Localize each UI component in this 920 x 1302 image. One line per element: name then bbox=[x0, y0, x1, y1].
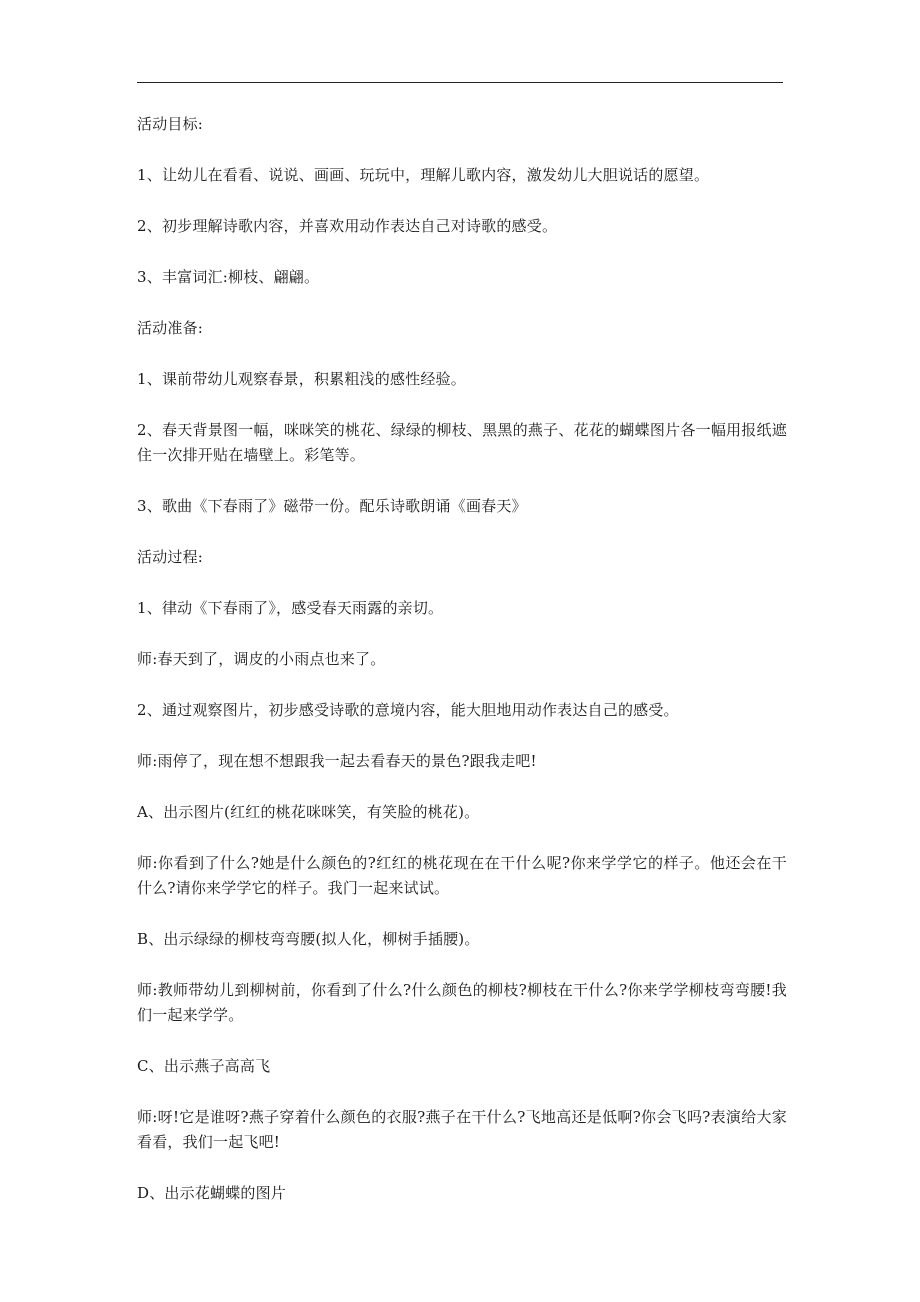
section-heading-process: 活动过程: bbox=[137, 548, 204, 566]
process-substep-c: C、出示燕子高高飞 bbox=[137, 1057, 271, 1075]
teacher-line: 师:呀!它是谁呀?燕子穿着什么颜色的衣服?燕子在干什么?飞地高还是低啊?你会飞吗?表演给大家看看，我们一起飞吧! bbox=[137, 1108, 787, 1151]
teacher-line: 师:教师带幼儿到柳树前，你看到了什么?什么颜色的柳枝?柳枝在干什么?你来学学柳枝弯弯腰!我们一起来学学。 bbox=[137, 981, 787, 1024]
goal-item-1: 1、让幼儿在看看、说说、画画、玩玩中，理解儿歌内容，激发幼儿大胆说话的愿望。 bbox=[137, 166, 710, 184]
process-substep-a: A、出示图片(红红的桃花咪咪笑，有笑脸的桃花)。 bbox=[137, 803, 480, 821]
preparation-item-3: 3、歌曲《下春雨了》磁带一份。配乐诗歌朗诵《画春天》 bbox=[137, 497, 527, 515]
header-rule bbox=[137, 82, 783, 83]
process-substep-b: B、出示绿绿的柳枝弯弯腰(拟人化，柳树手插腰)。 bbox=[137, 930, 480, 948]
preparation-item-1: 1、课前带幼儿观察春景，积累粗浅的感性经验。 bbox=[137, 370, 466, 388]
goal-item-2: 2、初步理解诗歌内容，并喜欢用动作表达自己对诗歌的感受。 bbox=[137, 217, 558, 235]
process-substep-d: D、出示花蝴蝶的图片 bbox=[137, 1184, 287, 1202]
section-heading-goals: 活动目标: bbox=[137, 115, 204, 133]
document-body bbox=[137, 112, 787, 1232]
goal-item-3: 3、丰富词汇:柳枝、翩翩。 bbox=[137, 268, 320, 286]
teacher-line: 师:雨停了，现在想不想跟我一起去看春天的景色?跟我走吧! bbox=[137, 752, 537, 770]
process-step-1: 1、律动《下春雨了》，感受春天雨露的亲切。 bbox=[137, 599, 444, 617]
section-heading-preparation: 活动准备: bbox=[137, 319, 204, 337]
preparation-item-2: 2、春天背景图一幅，咪咪笑的桃花、绿绿的柳枝、黑黑的燕子、花花的蝴蝶图片各一幅用报纸遮住一次排开贴在墙壁上。彩笔等。 bbox=[137, 421, 787, 464]
process-step-2: 2、通过观察图片，初步感受诗歌的意境内容，能大胆地用动作表达自己的感受。 bbox=[137, 701, 679, 719]
teacher-line: 师:你看到了什么?她是什么颜色的?红红的桃花现在在干什么呢?你来学学它的样子。他还会在干什么?请你来学学它的样子。我门一起来试试。 bbox=[137, 854, 787, 897]
teacher-line: 师:春天到了，调皮的小雨点也来了。 bbox=[137, 650, 386, 668]
